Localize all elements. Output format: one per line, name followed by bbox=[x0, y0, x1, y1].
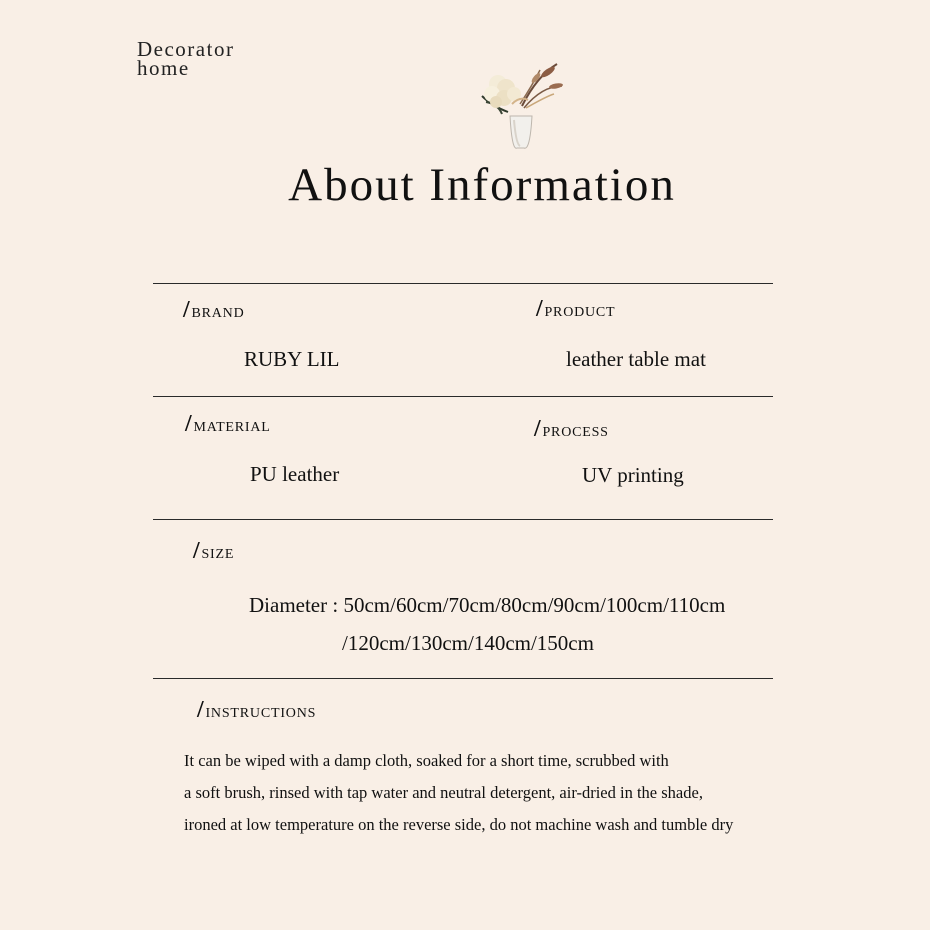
instructions-label: /instructions bbox=[197, 697, 317, 723]
logo-line-2: home bbox=[137, 56, 190, 80]
divider bbox=[153, 678, 773, 679]
size-label: /size bbox=[193, 538, 235, 564]
divider bbox=[153, 519, 773, 520]
instructions-line: ironed at low temperature on the reverse side, do not machine wash and tumble dry bbox=[184, 815, 734, 834]
process-value: UV printing bbox=[582, 463, 684, 487]
product-label: /product bbox=[536, 296, 616, 322]
brand-logo bbox=[137, 37, 235, 80]
size-line-1: Diameter : 50cm/60cm/70cm/80cm/90cm/100cm/110cm bbox=[249, 593, 726, 617]
material-label: /material bbox=[185, 411, 271, 437]
brand-value: RUBY LIL bbox=[244, 347, 340, 371]
flower-vase-icon bbox=[462, 56, 572, 152]
material-value: PU leather bbox=[250, 462, 340, 486]
product-value: leather table mat bbox=[566, 347, 706, 371]
process-label: /process bbox=[534, 416, 609, 442]
instructions-line: It can be wiped with a damp cloth, soaked for a short time, scrubbed with bbox=[184, 751, 669, 770]
divider bbox=[153, 283, 773, 284]
brand-label: /brand bbox=[183, 297, 245, 323]
page-title: About Information bbox=[288, 159, 676, 211]
divider bbox=[153, 396, 773, 397]
size-line-2: /120cm/130cm/140cm/150cm bbox=[342, 631, 594, 655]
logo-line-1: Decorator bbox=[137, 37, 235, 61]
instructions-line: a soft brush, rinsed with tap water and neutral detergent, air-dried in the shade, bbox=[184, 783, 703, 802]
